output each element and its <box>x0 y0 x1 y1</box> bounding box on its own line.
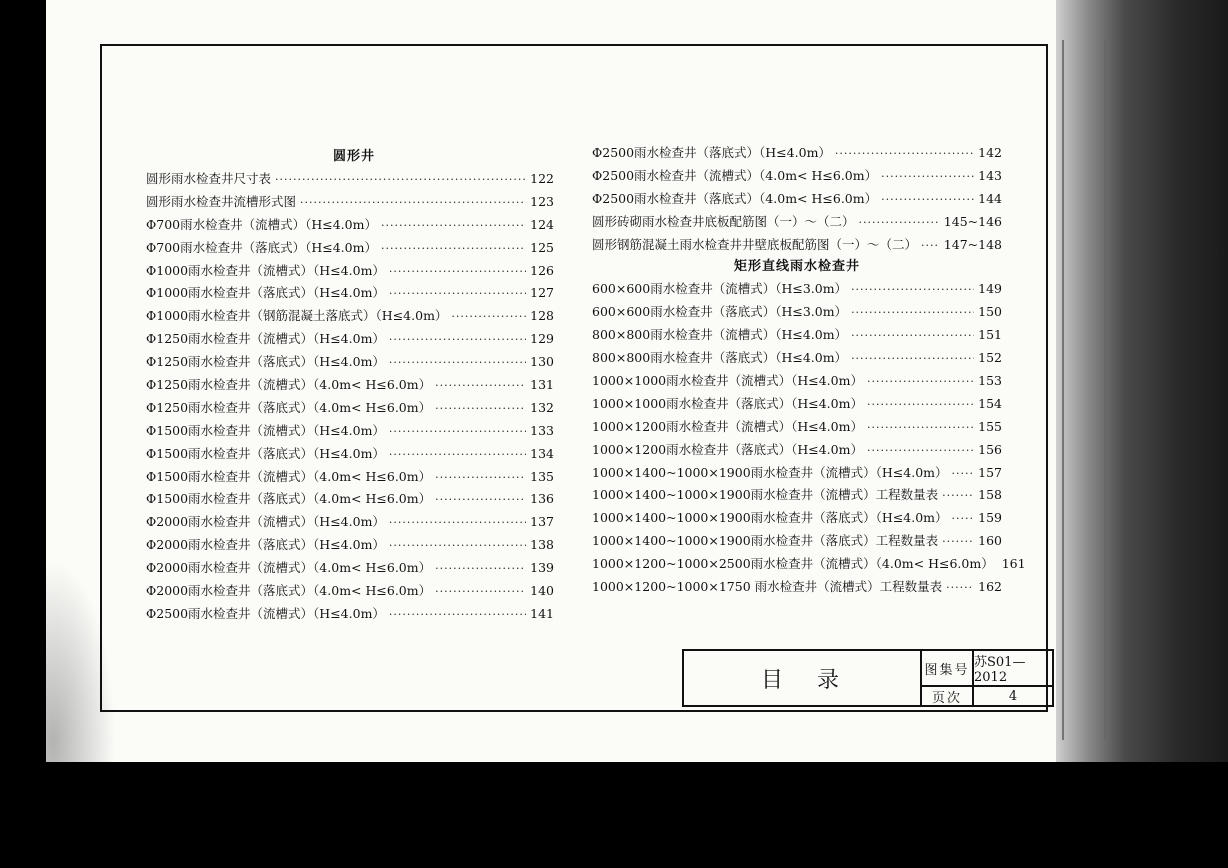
toc-entry <box>146 328 554 351</box>
dot-leader <box>381 215 526 238</box>
toc-entry <box>592 576 1002 599</box>
dot-leader <box>942 485 974 508</box>
toc-entry-title: 600×600雨水检查井（落底式）（H≤3.0m） <box>592 304 848 320</box>
toc-entry-title: 1000×1000雨水检查井（流槽式）（H≤4.0m） <box>592 373 863 389</box>
toc-entry-page: 135 <box>530 468 554 484</box>
toc-entry <box>592 553 1026 576</box>
dot-leader <box>867 440 974 463</box>
dot-leader <box>942 531 974 554</box>
toc-entry <box>592 484 1002 507</box>
dot-leader <box>851 279 974 302</box>
toc-entry-page: 129 <box>530 331 554 347</box>
dot-leader <box>381 238 526 261</box>
toc-entry <box>592 301 1002 324</box>
toc-entry-title: Φ2000雨水检查井（流槽式）（H≤4.0m） <box>146 514 385 530</box>
toc-entry <box>146 443 554 466</box>
toc-entry-title: Φ1500雨水检查井（落底式）（H≤4.0m） <box>146 445 385 461</box>
dot-leader <box>451 306 526 329</box>
toc-entry <box>146 534 554 557</box>
atlas-number-value: 苏S01—2012 <box>974 655 1026 685</box>
dot-leader <box>435 489 526 512</box>
toc-entry-title: 1000×1200~1000×1750 雨水检查井（流槽式）工程数量表 <box>592 579 943 595</box>
toc-entry-page: 144 <box>978 190 1002 206</box>
toc-entry-page: 127 <box>530 285 554 301</box>
toc-entry-page: 149 <box>978 281 1002 297</box>
toc-entry-page: 160 <box>978 533 1002 549</box>
dot-leader <box>389 604 526 627</box>
toc-entry <box>146 420 554 443</box>
toc-entry <box>592 165 1002 188</box>
dot-leader <box>867 394 974 417</box>
dot-leader <box>946 577 974 600</box>
toc-entry <box>146 191 554 214</box>
toc-entry <box>146 168 554 191</box>
toc-entry <box>146 351 554 374</box>
toc-entry-title: 1000×1400~1000×1900雨水检查井（流槽式）（H≤4.0m） <box>592 464 948 480</box>
toc-entry <box>592 462 1002 485</box>
toc-entry-title: Φ2000雨水检查井（落底式）（H≤4.0m） <box>146 537 385 553</box>
toc-entry-title: 800×800雨水检查井（落底式）（H≤4.0m） <box>592 350 848 366</box>
toc-entry-title: Φ1250雨水检查井（落底式）（4.0m< H≤6.0m） <box>146 399 432 415</box>
toc-entry-page: 145~146 <box>943 213 1002 229</box>
toc-entry-page: 141 <box>530 605 554 621</box>
toc-entry-page: 139 <box>530 560 554 576</box>
dot-leader <box>300 192 526 215</box>
dot-leader <box>389 535 526 558</box>
toc-entry-title: Φ1250雨水检查井（落底式）（H≤4.0m） <box>146 354 385 370</box>
toc-entry-title: 1000×1400~1000×1900雨水检查井（落底式）工程数量表 <box>592 533 939 549</box>
section-heading-circular-wells: 圆形井 <box>332 149 375 164</box>
toc-entry-page: 156 <box>978 441 1002 457</box>
toc-entry-page: 150 <box>978 304 1002 320</box>
toc-entry-title: Φ1500雨水检查井（流槽式）（H≤4.0m） <box>146 422 385 438</box>
dot-leader <box>389 261 526 284</box>
dot-leader <box>952 463 975 486</box>
toc-entry-title: Φ2500雨水检查井（落底式）（4.0m< H≤6.0m） <box>592 190 878 206</box>
toc-entry-page: 159 <box>978 510 1002 526</box>
toc-entry-page: 138 <box>530 537 554 553</box>
toc-entry-title: 圆形砖砌雨水检查井底板配筋图（一）～（二） <box>592 213 855 229</box>
toc-entry-page: 142 <box>978 145 1002 160</box>
toc-entry-page: 125 <box>530 239 554 255</box>
toc-entry <box>592 393 1002 416</box>
toc-entry-title: Φ1000雨水检查井（落底式）（H≤4.0m） <box>146 285 385 301</box>
toc-entry <box>146 260 554 283</box>
dot-leader <box>435 467 526 490</box>
toc-entry <box>146 397 554 420</box>
toc-entry-title: 1000×1400~1000×1900雨水检查井（流槽式）工程数量表 <box>592 487 939 503</box>
dot-leader <box>867 371 974 394</box>
toc-entry-page: 143 <box>978 167 1002 183</box>
dot-leader <box>435 375 526 398</box>
toc-entry <box>146 305 554 328</box>
toc-entry-page: 162 <box>978 579 1002 595</box>
toc-entry <box>592 142 1002 165</box>
toc-entry <box>146 580 554 603</box>
toc-entry-title: Φ2500雨水检查井（流槽式）（4.0m< H≤6.0m） <box>592 167 878 183</box>
page-number-label: 页次 <box>922 687 974 706</box>
toc-entry <box>592 324 1002 347</box>
toc-entry <box>592 234 1002 257</box>
toc-right-column <box>592 142 1026 599</box>
toc-entry <box>592 439 1002 462</box>
toc-entry-title: Φ1000雨水检查井（钢筋混凝土落底式）（H≤4.0m） <box>146 308 448 324</box>
toc-entry-title: 圆形雨水检查井流槽形式图 <box>146 193 297 209</box>
toc-entry-page: 157 <box>978 464 1002 480</box>
toc-entry-title: Φ700雨水检查井（流槽式）（H≤4.0m） <box>146 216 377 232</box>
toc-entry-title: 600×600雨水检查井（流槽式）（H≤3.0m） <box>592 281 848 297</box>
toc-entry-title: Φ1500雨水检查井（流槽式）（4.0m< H≤6.0m） <box>146 468 432 484</box>
section-heading-rectangular-wells: 矩形直线雨水检查井 <box>733 259 860 275</box>
dot-leader <box>851 325 974 348</box>
toc-entry-title: 1000×1200~1000×2500雨水检查井（流槽式）（4.0m< H≤6.0m） <box>592 556 994 572</box>
toc-entry-page: 133 <box>530 422 554 438</box>
toc-entry-title: Φ700雨水检查井（落底式）（H≤4.0m） <box>146 239 377 255</box>
toc-entry <box>146 466 554 489</box>
toc-entry-title: Φ2000雨水检查井（流槽式）（4.0m< H≤6.0m） <box>146 560 432 576</box>
toc-entry-page: 152 <box>978 350 1002 366</box>
dot-leader <box>389 444 526 467</box>
toc-entry-title: 1000×1000雨水检查井（落底式）（H≤4.0m） <box>592 395 863 411</box>
toc-entry <box>592 211 1002 234</box>
dot-leader <box>835 143 974 166</box>
toc-entry-page: 154 <box>978 395 1002 411</box>
toc-entry-title: Φ1500雨水检查井（落底式）（4.0m< H≤6.0m） <box>146 491 432 507</box>
dot-leader <box>921 235 940 258</box>
dot-leader <box>389 421 526 444</box>
toc-left-column <box>146 146 554 626</box>
dot-leader <box>851 348 974 371</box>
toc-entry-page: 155 <box>978 418 1002 434</box>
toc-entry <box>592 530 1002 553</box>
toc-entry-page: 130 <box>530 354 554 370</box>
toc-entry-page: 123 <box>530 193 554 209</box>
dot-leader <box>859 212 940 235</box>
page-number-value: 4 <box>1008 689 1018 704</box>
toc-entry-page: 136 <box>530 491 554 507</box>
title-block <box>682 649 1054 707</box>
toc-entry-title: 1000×1200雨水检查井（落底式）（H≤4.0m） <box>592 441 863 457</box>
toc-entry-page: 153 <box>978 373 1002 389</box>
toc-entry-title: 圆形雨水检查井尺寸表 <box>146 171 272 186</box>
toc-entry-page: 140 <box>530 583 554 599</box>
dot-leader <box>275 169 526 192</box>
toc-entry <box>146 282 554 305</box>
toc-entry-title: Φ2000雨水检查井（落底式）（4.0m< H≤6.0m） <box>146 583 432 599</box>
toc-entry <box>592 278 1002 301</box>
toc-entry-title: 圆形钢筋混凝土雨水检查井井壁底板配筋图（一）～（二） <box>592 236 918 252</box>
dot-leader <box>881 189 974 212</box>
dot-leader <box>851 302 974 325</box>
toc-entry-title: Φ2500雨水检查井（流槽式）（H≤4.0m） <box>146 605 385 621</box>
dot-leader <box>952 508 975 531</box>
title-block-title: 目录 <box>684 651 922 705</box>
toc-entry-page: 131 <box>530 377 554 393</box>
toc-entry-page: 158 <box>978 487 1002 503</box>
toc-entry-page: 147~148 <box>943 236 1002 252</box>
toc-entry-title: Φ1000雨水检查井（流槽式）（H≤4.0m） <box>146 262 385 278</box>
toc-entry-title: 1000×1200雨水检查井（流槽式）（H≤4.0m） <box>592 418 863 434</box>
dot-leader <box>389 512 526 535</box>
toc-entry <box>592 416 1002 439</box>
toc-entry <box>592 370 1002 393</box>
toc-entry-page: 122 <box>530 171 554 186</box>
dot-leader <box>389 283 526 306</box>
toc-entry-title: Φ1250雨水检查井（流槽式）（H≤4.0m） <box>146 331 385 347</box>
toc-entry <box>146 511 554 534</box>
toc-entry <box>592 188 1002 211</box>
scan-shadow-right <box>1056 0 1228 762</box>
toc-entry <box>146 214 554 237</box>
toc-entry-title: Φ1250雨水检查井（流槽式）（4.0m< H≤6.0m） <box>146 377 432 393</box>
toc-entry-title: 1000×1400~1000×1900雨水检查井（落底式）（H≤4.0m） <box>592 510 948 526</box>
dot-leader <box>881 166 974 189</box>
dot-leader <box>389 329 526 352</box>
toc-entry-page: 134 <box>530 445 554 461</box>
toc-entry-page: 124 <box>530 216 554 232</box>
toc-entry <box>146 603 554 626</box>
toc-entry <box>592 507 1002 530</box>
toc-entry-title: 800×800雨水检查井（流槽式）（H≤4.0m） <box>592 327 848 343</box>
toc-entry-title: Φ2500雨水检查井（落底式）（H≤4.0m） <box>592 145 831 160</box>
dot-leader <box>389 352 526 375</box>
toc-entry <box>146 557 554 580</box>
toc-entry-page: 126 <box>530 262 554 278</box>
toc-entry <box>146 488 554 511</box>
toc-entry <box>592 347 1002 370</box>
toc-entry <box>146 374 554 397</box>
atlas-number-label: 图集号 <box>922 651 974 685</box>
toc-entry-page: 161 <box>1001 556 1026 572</box>
toc-entry-page: 132 <box>530 399 554 415</box>
dot-leader <box>867 417 974 440</box>
dot-leader <box>435 558 526 581</box>
toc-entry <box>146 237 554 260</box>
toc-entry-page: 128 <box>530 308 554 324</box>
toc-entry-page: 137 <box>530 514 554 530</box>
dot-leader <box>435 398 526 421</box>
toc-entry-page: 151 <box>978 327 1002 343</box>
dot-leader <box>435 581 526 604</box>
